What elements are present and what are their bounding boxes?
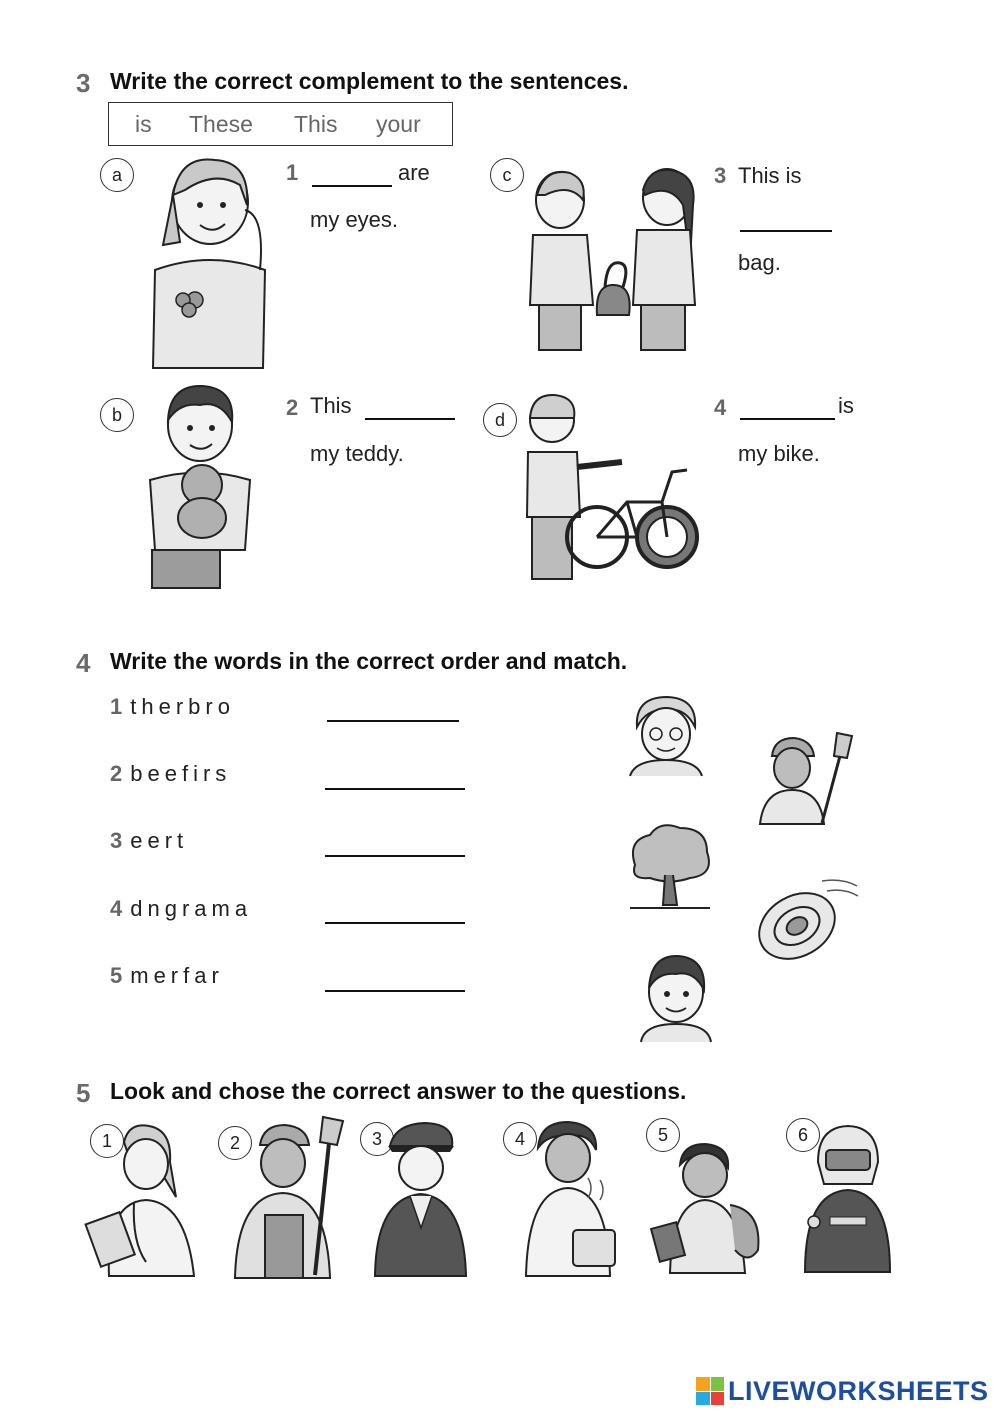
- boy-with-teddy-illustration: [140, 380, 265, 590]
- item-label-c: c: [490, 158, 524, 192]
- section-3-title: Write the correct complement to the sentences.: [110, 68, 629, 94]
- logo-square: [711, 1392, 725, 1406]
- answer-blank-word-2[interactable]: [325, 788, 465, 790]
- answer-blank-4[interactable]: [740, 418, 835, 420]
- grandma-illustration[interactable]: [625, 692, 707, 778]
- answer-blank-word-4[interactable]: [325, 922, 465, 924]
- scrambled-letters: eert: [130, 828, 189, 853]
- logo-square: [711, 1377, 725, 1391]
- scrambled-letters: dngrama: [130, 896, 253, 921]
- scrambled-letters: therbro: [130, 694, 235, 719]
- section-4-number: 4: [76, 648, 91, 678]
- word-number: 3: [110, 828, 123, 853]
- answer-blank-1[interactable]: [312, 185, 392, 187]
- job-label-1: 1: [90, 1124, 124, 1158]
- word-number: 4: [110, 896, 123, 921]
- logo-text: LIVEWORKSHEETS: [728, 1375, 989, 1406]
- sentence-text: my bike.: [738, 441, 820, 466]
- section-5-number: 5: [76, 1078, 91, 1108]
- scrambled-word-4: [110, 896, 252, 922]
- word-bank-item: your: [376, 111, 421, 137]
- answer-blank-word-5[interactable]: [325, 990, 465, 992]
- word-number: 1: [110, 694, 123, 719]
- item-number: 2: [286, 395, 299, 420]
- item-label-d: d: [483, 403, 517, 437]
- word-bank-item: is: [135, 111, 152, 137]
- brother-illustration[interactable]: [636, 950, 716, 1044]
- answer-blank-word-1[interactable]: [327, 720, 459, 722]
- sentence-text: my eyes.: [310, 207, 399, 232]
- farmer-job-illustration[interactable]: [225, 1115, 355, 1280]
- logo-square: [696, 1377, 710, 1391]
- item-number: 3: [714, 163, 727, 188]
- scrambled-word-3: [110, 828, 188, 854]
- item-label-b: b: [100, 398, 134, 432]
- scrambled-word-1: [110, 694, 235, 720]
- sentence-text: my teddy.: [310, 441, 404, 466]
- job-label-3: 3: [360, 1122, 394, 1156]
- section-5-title: Look and chose the correct answer to the questions.: [110, 1078, 687, 1104]
- logo-square: [696, 1392, 710, 1406]
- word-number: 5: [110, 963, 123, 988]
- scrambled-word-2: [110, 761, 231, 787]
- girl-pointing-eyes-illustration: [135, 150, 285, 372]
- item-label-a: a: [100, 158, 134, 192]
- liveworksheets-logo[interactable]: [696, 1374, 989, 1408]
- cook-illustration[interactable]: [518, 1118, 623, 1278]
- two-girls-bag-illustration: [525, 165, 700, 355]
- item-number: 4: [714, 395, 727, 420]
- sentence-text: are: [398, 160, 430, 185]
- sentence-text: This: [310, 393, 352, 418]
- job-label-5: 5: [646, 1118, 680, 1152]
- pilot-illustration[interactable]: [370, 1118, 470, 1278]
- word-bank: [108, 102, 453, 146]
- farmer-illustration[interactable]: [752, 728, 860, 826]
- scrambled-letters: beefirs: [130, 761, 232, 786]
- answer-blank-word-3[interactable]: [325, 855, 465, 857]
- sentence-text: This is: [738, 163, 802, 188]
- section-4-title: Write the words in the correct order and match.: [110, 648, 628, 674]
- sentence-text: bag.: [738, 250, 781, 275]
- child-with-bike-illustration: [522, 392, 702, 584]
- section-3-number: 3: [76, 68, 91, 98]
- word-number: 2: [110, 761, 123, 786]
- frisbee-illustration[interactable]: [752, 866, 862, 966]
- doctor-illustration[interactable]: [84, 1122, 204, 1278]
- answer-blank-3[interactable]: [740, 230, 832, 232]
- answer-blank-2[interactable]: [365, 418, 455, 420]
- scrambled-letters: merfar: [130, 963, 224, 988]
- word-bank-item: This: [294, 111, 338, 137]
- word-bank-item: These: [189, 111, 253, 137]
- firefighter-illustration[interactable]: [800, 1122, 895, 1274]
- job-label-4: 4: [503, 1122, 537, 1156]
- item-number: 1: [286, 160, 299, 185]
- scrambled-word-5: [110, 963, 224, 989]
- sentence-text: is: [838, 393, 854, 418]
- student-illustration[interactable]: [650, 1140, 765, 1275]
- job-label-6: 6: [786, 1118, 820, 1152]
- logo-mark-icon: [696, 1377, 724, 1405]
- job-label-2: 2: [218, 1126, 252, 1160]
- tree-illustration[interactable]: [625, 820, 715, 912]
